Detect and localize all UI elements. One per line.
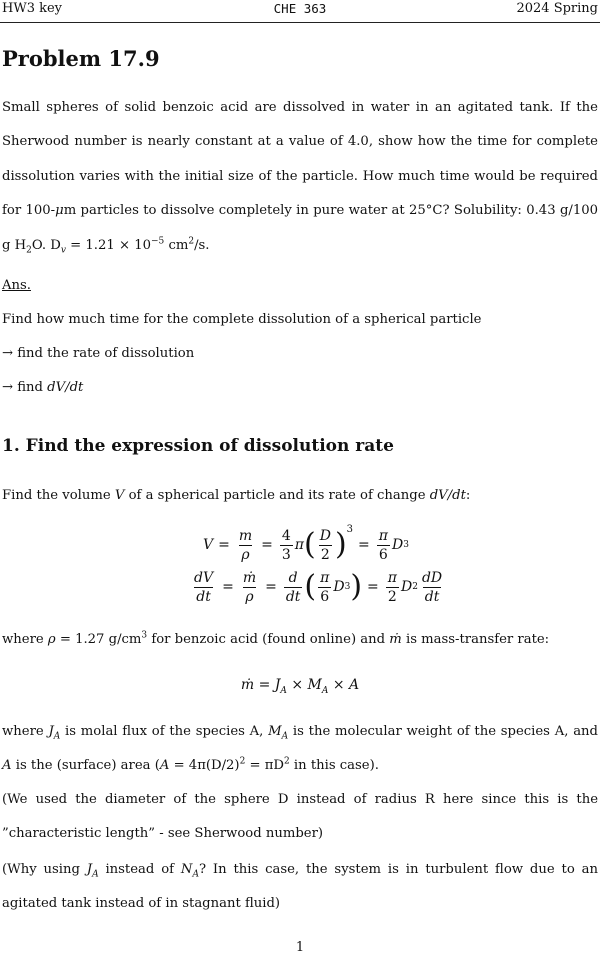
- answer-label: Ans.: [2, 278, 31, 293]
- step-find-rate: → find the rate of dissolution: [2, 346, 195, 361]
- page-number: 1: [295, 940, 305, 955]
- flux-description: where $J_A$ is molal flux of the species A, $M_A$ is the molecular weight of the species A, and A is the (surface) area ($A = 4\pi(D/2)^2 = \pi D^2$ in this case).: [2, 724, 598, 774]
- header-course: CHE 363: [273, 1, 327, 16]
- volume-intro: Find the volume V of a spherical particle and its rate of change dV/dt:: [2, 488, 471, 503]
- step-find-dvdt: → find dV/dt: [2, 380, 84, 395]
- density-text: where ρ = 1.27 $g/cm^3$ for benzoic acid (found online) and ṁ is mass-transfer rate:: [2, 630, 550, 647]
- diameter-note: (We used the diameter of the sphere D instead of radius R here since this is the ”characteristic length” - see Sherwood number): [2, 792, 598, 842]
- problem-title: Problem 17.9: [2, 46, 160, 71]
- volume-equation: V = $\frac{m}{\rho}$ = $\frac{4}{3}$ π ( $\frac{D}{2}$ ) 3 = $\frac{\pi}{6}$ D 3: [203, 523, 409, 563]
- flux-choice-note: (Why using $J_A$ instead of $N_A$? In this case, the system is in turbulent flow due to an agitated tank instead of in stagnant fluid): [2, 862, 598, 912]
- rate-equation: $\frac{dV}{dt}$ = $\frac{\text{ṁ}}{\rho}$ = $\frac{d}{dt}$ ( $\frac{\pi}{6}$ D 3 ) = $\frac{\pi}{2}$ D 2 $\frac{dD}{dt}$: [194, 569, 443, 605]
- header-left: HW3 key: [2, 1, 63, 16]
- section-1-title: 1. Find the expression of dissolution rate: [2, 436, 394, 456]
- problem-statement: Small spheres of solid benzoic acid are dissolved in water in an agitated tank. If the Sherwood number is nearly constant at a value of 4.0, show how the time for complete dissolution varies with the initial size of the particle. How much time would be required for 100-μm particles to dissolve completely in pure water at 25°C? Solubility: 0.43 g/100 g $H_2O$. $D_v = 1.21 \times 10^{-5}$ $cm^2/s$.: [2, 100, 598, 256]
- step-find-time: Find how much time for the complete dissolution of a spherical particle: [2, 312, 482, 327]
- page-header: [0, 0, 600, 23]
- header-semester: 2024 Spring: [516, 1, 598, 16]
- mass-transfer-equation: ṁ = $J_A \times M_A \times A$: [240, 677, 360, 696]
